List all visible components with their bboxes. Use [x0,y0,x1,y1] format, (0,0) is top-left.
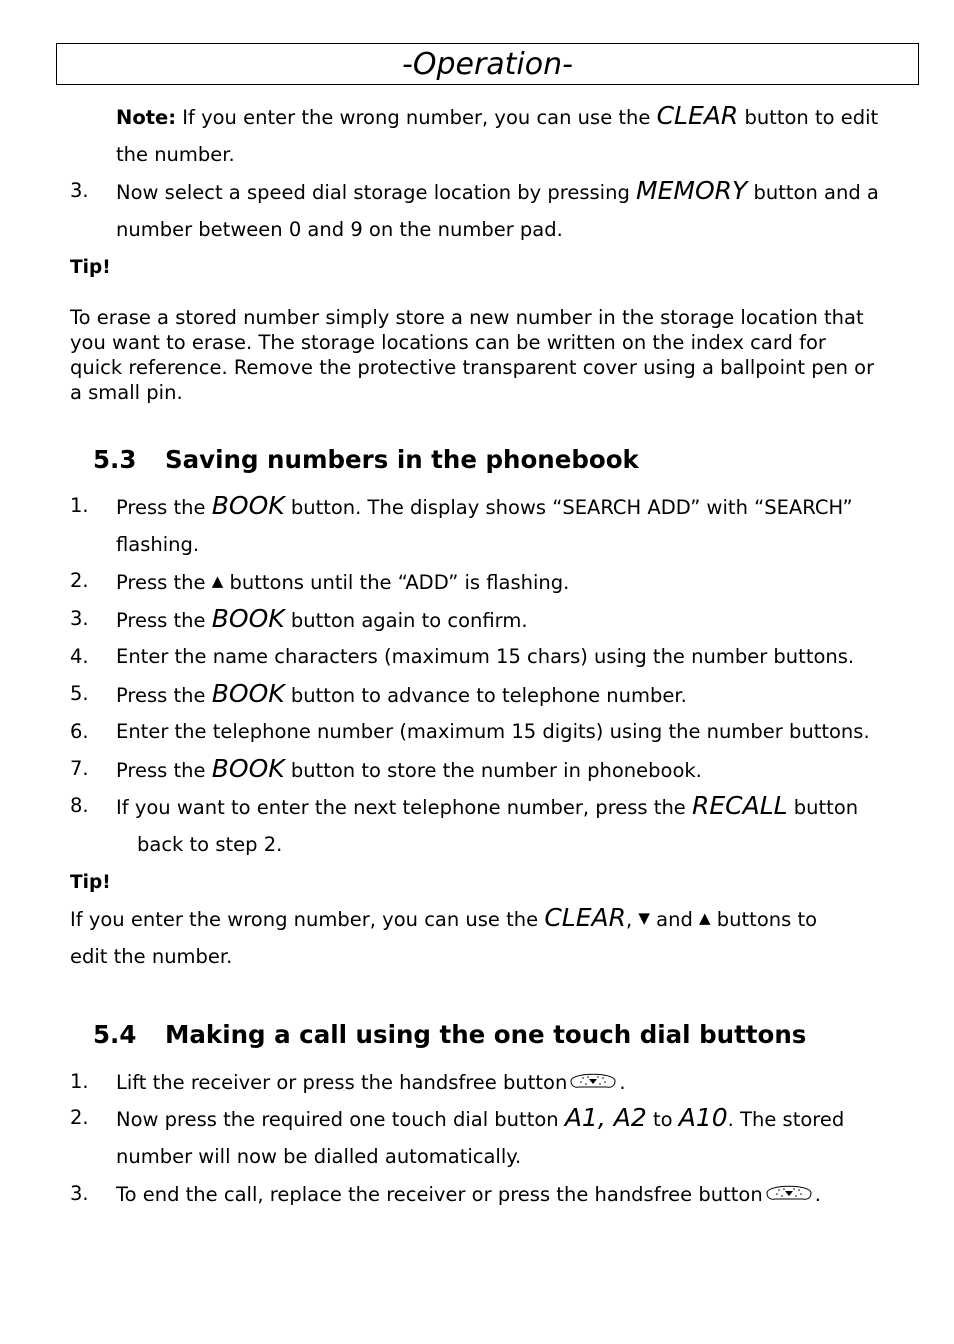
step-text [116,1181,821,1210]
book-button-ref: BOOK [211,679,285,708]
handsfree-icon [763,1181,815,1210]
tip-line: a small pin. [70,381,183,404]
step-text-b: button [787,796,859,819]
a10-button-ref: A10 [678,1103,728,1132]
handsfree-icon [567,1069,619,1098]
memory-button-ref: MEMORY [636,176,748,205]
note-line2: the number. [116,143,235,166]
step3-text [116,178,879,206]
step-number: 4. [70,645,89,668]
tip-label: Tip! [70,257,111,278]
step-text-a: Press the [116,684,212,707]
step-number: 1. [70,494,89,517]
step-text-b: . The stored [727,1108,845,1131]
note-text: If you enter the wrong number, you can use the [176,106,657,129]
tip-label: Tip! [70,872,111,893]
step-text [116,568,569,596]
up-arrow-icon: ▲ [699,909,711,927]
step-text [116,793,858,821]
step-number: 3. [70,1182,89,1205]
step-text-b: buttons until the “ADD” is flashing. [223,571,570,594]
book-button-ref: BOOK [211,604,285,633]
step3-line2: number between 0 and 9 on the number pad. [116,218,563,241]
step-line2: number will now be dialled automatically. [116,1145,522,1168]
clear-button-ref: CLEAR [656,101,739,130]
step-line2: back to step 2. [137,833,283,856]
step-text: Enter the name characters (maximum 15 chars) using the number buttons. [116,645,855,668]
step-number: 3. [70,607,89,630]
separator: , [597,1103,614,1132]
tip-paragraph [70,305,910,405]
section-title: Making a call using the one touch dial buttons [165,1020,807,1049]
step-text-b: button to advance to telephone number. [284,684,687,707]
step3-text-a: Now select a speed dial storage location by pressing [116,181,637,204]
book-button-ref: BOOK [211,491,285,520]
step-text-a: If you want to enter the next telephone number, press the [116,796,692,819]
step-number: 3. [70,179,89,202]
step-text-b: button to store the number in phonebook. [284,759,702,782]
up-arrow-icon: ▲ [211,572,224,590]
a2-button-ref: A2 [613,1103,647,1132]
step-text-end: . [619,1071,626,1094]
step-text-a: Press the [116,571,212,594]
step-text-a: To end the call, replace the receiver or press the handsfree button [116,1183,763,1206]
step-text-a: Press the [116,759,212,782]
section-number: 5.4 [93,1020,137,1049]
book-button-ref: BOOK [211,754,285,783]
step-number: 6. [70,720,89,743]
section-heading [93,1020,806,1050]
tip-text-d: buttons to [710,908,818,931]
tip-text-b: , [626,908,639,931]
tip-line: quick reference. Remove the protective transparent cover using a ballpoint pen or [70,356,875,379]
a1-button-ref: A1 [564,1103,598,1132]
step3-text-b: button and a [747,181,879,204]
tip-line2: edit the number. [70,945,233,968]
tip-line: To erase a stored number simply store a new number in the storage location that [70,306,864,329]
step-text-a: Press the [116,496,212,519]
step-text [116,493,853,521]
section-number: 5.3 [93,445,137,474]
step-text [116,1069,626,1098]
recall-button-ref: RECALL [692,791,788,820]
step-text [116,681,687,709]
step-text [116,606,528,634]
step-number: 5. [70,682,89,705]
step-text [116,1105,844,1133]
step-number: 7. [70,757,89,780]
section-heading [93,445,639,475]
page-header: -Operation- [56,43,919,85]
step-number: 2. [70,1106,89,1129]
step-text: Enter the telephone number (maximum 15 digits) using the number buttons. [116,720,870,743]
step-number: 8. [70,794,89,817]
step-line2: flashing. [116,533,200,556]
step-text-b: button again to confirm. [284,609,528,632]
tip-line: you want to erase. The storage locations can be written on the index card for [70,331,826,354]
step-text-a: Lift the receiver or press the handsfree button [116,1071,568,1094]
tip-text [70,905,817,933]
tip-text-a: If you enter the wrong number, you can use the [70,908,545,931]
note-label: Note: [116,106,177,129]
step-text-a: Press the [116,609,212,632]
note-text-end: button to edit [738,106,879,129]
step-text [116,756,702,784]
step-text-b: button. The display shows “SEARCH ADD” with “SEARCH” [284,496,853,519]
step-text-a: Now press the required one touch dial button [116,1108,565,1131]
section-title: Saving numbers in the phonebook [165,445,639,474]
step-text-end: . [814,1183,821,1206]
step-text-to: to [646,1108,679,1131]
step-number: 2. [70,569,89,592]
step-number: 1. [70,1070,89,1093]
down-arrow-icon: ▼ [638,909,650,927]
clear-button-ref: CLEAR [544,903,626,932]
note-line [116,103,878,131]
tip-text-c: and [649,908,700,931]
